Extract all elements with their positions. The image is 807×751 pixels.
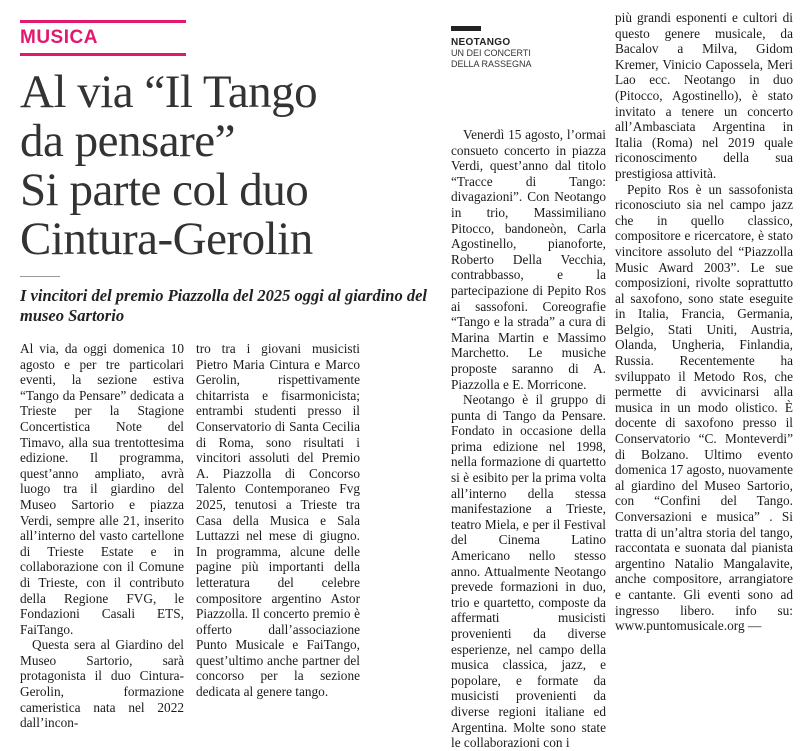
headline-line-3: Si parte col duo [20,164,309,216]
body-paragraph: più grandi esponenti e cultori di questo genere musicale, da Bacalov a Milva, Gidom Kremer, Vinicio Capossela, Meri Lao ecc. Neotango in duo (Pitocco, Agostinello), è stato invitato a tenere un concerto all’Ambasciata Argentina in Italia (Roma) nel 2019 quale riconoscimento della sua prestigiosa attività. [615,10,793,181]
body-column-4 [615,10,793,634]
body-paragraph: Al via, da oggi domenica 10 agosto e per tre particolari eventi, la sezione estiva “Tango da Pensare” dedicata a Trieste per la Stagione Concertistica Note del Timavo, alla sua trentottesima edizione. Il programma, quest’anno ampliato, avrà luogo tra il giardino del Museo Sartorio e piazza Verdi, sempre alle 21, inserito all’interno del vasto cartellone di Trieste Estate e in collaborazione con il Comune di Trieste, con il contributo della Regione FVG, le Fondazioni Casali ETS, FaiTango. [20,341,184,637]
section-top-bar [20,20,186,23]
article-subheadline: I vincitori del premio Piazzolla del 2025 oggi al giardino del museo Sartorio [20,286,427,325]
body-paragraph: Venerdì 15 agosto, l’ormai consueto concerto in piazza Verdi, quest’anno dal titolo “Tracce di Tango: divagazioni”. Con Neotango in trio, Massimiliano Pitocco, bandoneòn, Carla Agostinello, pianoforte, Roberto Della Vecchia, contrabbasso, e la partecipazione di Pepito Ros ai sassofoni. Coreografie “Tango e la strada” a cura di Marina Martin e Massimo Marchetto. Le musiche proposte saranno di A. Piazzolla e E. Morricone. [451,127,606,392]
headline-line-1: Al via “Il Tango [20,66,318,118]
photo-caption [451,37,561,70]
subhead-rule [20,276,60,277]
body-paragraph: Pepito Ros è un sassofonista riconosciuto sia nel campo jazz che in quello classico, compositore e ricercatore, è stato vincitore assoluto del “Piazzolla Music Award 2003”. Le sue composizioni, rivolte soprattutto al saxofono, sono state eseguite in Italia, Francia, Germania, Belgio, Stati Uniti, Austria, Olanda, Ungheria, Finlandia, Russia. Recentemente ha sviluppato il Metodo Ros, che permette di avvicinarsi alla musica in un modo olistico. È docente di saxofono presso il Conservatorio “C. Monteverdi” di Bolzano. Ultimo evento domenica 17 agosto, nuovamente al giardino del Museo Sartorio, con “Confini del Tango. Conversazioni e musica” . Si tratta di un’altra storia del tango, raccontata e suonata dal pianista argentino Natalio Mangalavite, anche compositore, arrangiatore e cantante. Gli eventi sono ad ingresso libero. info su: www.puntomusicale.org — [615,181,793,634]
body-paragraph: tro tra i giovani musicisti Pietro Maria Cintura e Marco Gerolin, rispettivamente chitarrista e fisarmonicista; entrambi studenti presso il Conservatorio di Santa Cecilia di Roma, sono risultati i vincitori assoluti del Premio A. Piazzolla di Concorso Talento Contemporaneo Fvg 2025, tenutosi a Trieste tra Casa della Musica e Sala Luttazzi nel mese di giugno. In programma, alcune delle pagine più importanti della letteratura del celebre compositore argentino Astor Piazzolla. Il concerto premio è offerto dall’associazione Punto Musicale e FaiTango, quest’ultimo anche partner del concorso per la sezione dedicata al genere tango. [196,341,360,700]
body-column-3 [451,127,606,751]
body-paragraph: Neotango è il gruppo di punta di Tango da Pensare. Fondato in occasione della prima edizione nel 1998, nella formazione di quartetto si è esibito per la prima volta all’interno della stessa manifestazione a Trieste, teatro Miela, e per il Festival del Cinema Latino Americano nello stesso anno. Attualmente Neotango prevede formazioni in duo, trio e quartetto, composte da affermati musicisti provenienti da diverse esperienze, nel campo della musica classica, jazz, e popolare, e formate da musicisti provenienti da diverse regioni italiane ed Argentina. Molte sono state le collaborazioni con i [451,392,606,751]
caption-title: NEOTANGO [451,37,511,48]
body-column-2 [196,341,360,700]
headline-line-2: da pensare” [20,115,235,167]
caption-marker [451,26,481,31]
headline-line-4: Cintura-Gerolin [20,213,313,265]
section-bottom-bar [20,53,186,56]
body-paragraph: Questa sera al Giardino del Museo Sartorio, sarà protagonista il duo Cintura-Gerolin, formazione cameristica nata nel 2022 dall’incon- [20,637,184,731]
section-label: MUSICA [20,27,98,48]
caption-text: UN DEI CONCERTI DELLA RASSEGNA [451,48,532,69]
body-column-1 [20,341,184,731]
article-headline [20,68,440,264]
